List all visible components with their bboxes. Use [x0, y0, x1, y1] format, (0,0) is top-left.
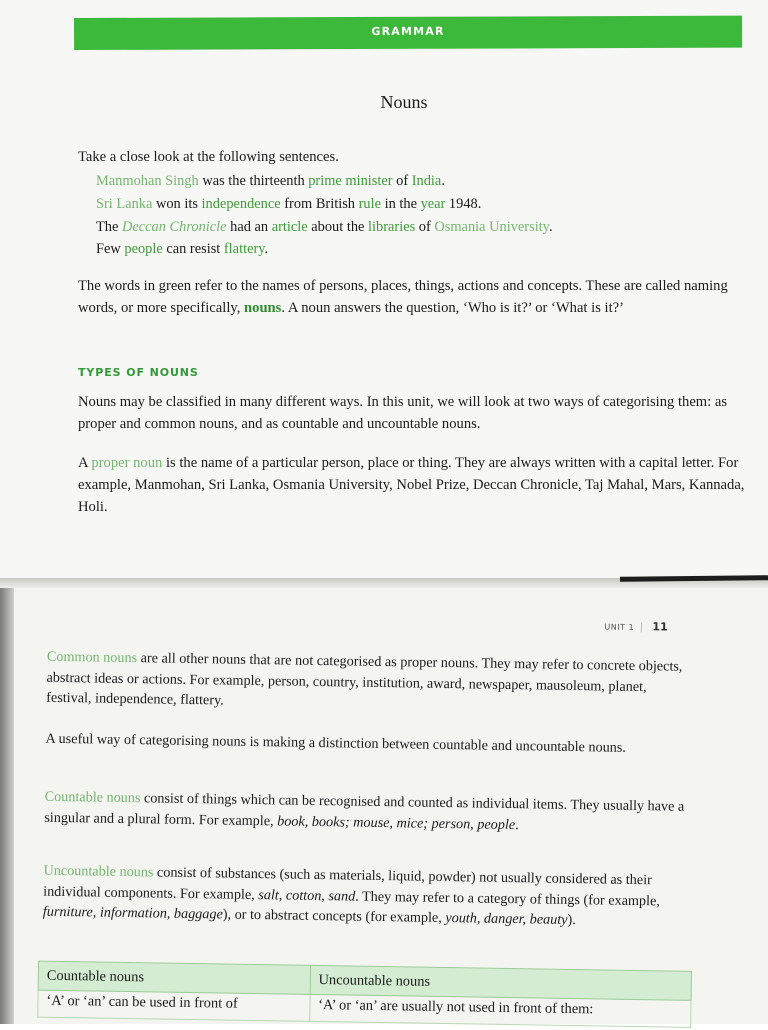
- text-run: consist of substances (such as materials, liquid, powder) not usually considered as their individual components. For example,: [43, 864, 652, 903]
- term-common-nouns: Common nouns: [46, 648, 138, 667]
- text-run: of: [392, 173, 412, 189]
- table-cell: ‘A’ or ‘an’ are usually not used in front of them:: [309, 994, 691, 1027]
- text-run: The words in green refer to the names of persons, places, things, actions and concepts. These are called naming words, or more specifically,: [78, 278, 728, 316]
- text-run: can resist: [162, 241, 224, 257]
- noun-highlight: rule: [358, 196, 381, 212]
- folio-unit: UNIT 1: [604, 622, 635, 632]
- paragraph-classification: Nouns may be classified in many different ways. In this unit, we will look at two ways of categorising them: as proper and common nouns, and as countable and uncountable nouns.: [78, 394, 728, 432]
- paragraph-useful-way: A useful way of categorising nouns is making a distinction between countable and uncountable nouns.: [45, 730, 627, 756]
- page-title: Nouns: [380, 92, 428, 112]
- intro-text: Take a close look at the following sentences.: [78, 149, 339, 165]
- table-header: Countable nouns: [38, 961, 310, 994]
- examples-countable: book, books; mouse, mice; person, people: [277, 812, 516, 833]
- table-cell: ‘A’ or ‘an’ can be used in front of: [38, 990, 310, 1021]
- noun-highlight: flattery: [223, 241, 265, 257]
- folio-separator: |: [640, 621, 643, 634]
- noun-highlight: article: [271, 219, 308, 235]
- noun-highlight: prime minister: [308, 173, 393, 189]
- examples-uncountable: salt, cotton, sand: [258, 886, 356, 905]
- text-run: .: [264, 241, 269, 257]
- section-heading: TYPES OF NOUNS: [78, 366, 199, 379]
- term-countable-nouns: Countable nouns: [44, 788, 141, 807]
- noun-highlight: India: [411, 173, 442, 189]
- text-run: 1948.: [445, 196, 482, 212]
- example-sentence-3: [96, 216, 553, 238]
- text-run: are all other nouns that are not categorised as proper nouns. They may refer to concrete objects, abstract ideas or actions. For example, person, country, institution, award, newspaper, mausoleum, planet, festival, independence, flattery.: [46, 650, 683, 709]
- text-run: consist of things which can be recognised and counted as individual items. They usually have a singular and a plural form. For example,: [44, 790, 685, 829]
- text-run: in the: [380, 196, 421, 212]
- text-run: was the thirteenth: [198, 173, 309, 189]
- text-run: .: [548, 219, 553, 235]
- example-sentence-4: [96, 238, 268, 260]
- term-uncountable-nouns: Uncountable nouns: [43, 862, 154, 881]
- term-proper-noun: proper noun: [91, 455, 163, 471]
- text-run: ).: [567, 911, 576, 929]
- text-run: from British: [280, 196, 359, 212]
- text-run: had an: [226, 219, 272, 235]
- paragraph-uncountable: [43, 861, 686, 933]
- page-right-content: [0, 582, 768, 1030]
- example-sentence-1: [96, 170, 445, 192]
- nouns-table: [37, 961, 692, 1028]
- paragraph-common-nouns: [46, 647, 689, 719]
- noun-highlight: independence: [201, 196, 281, 212]
- banner-label: GRAMMAR: [371, 24, 445, 38]
- keyword-nouns: nouns: [244, 300, 282, 316]
- text-run: . They may refer to a category of things (for example,: [355, 888, 660, 909]
- text-run: .: [515, 816, 519, 833]
- noun-highlight: Manmohan Singh: [96, 173, 199, 189]
- text-run: of: [415, 219, 435, 235]
- text-run: won its: [152, 196, 202, 212]
- noun-highlight: year: [420, 196, 446, 212]
- text-run: A: [78, 455, 92, 471]
- examples-abstract: youth, danger, beauty: [445, 910, 568, 928]
- text-run: Few: [96, 241, 125, 257]
- noun-highlight: Deccan Chronicle: [121, 219, 227, 235]
- noun-highlight: Sri Lanka: [96, 196, 153, 212]
- text-run: is the name of a particular person, place or thing. They are always written with a capital letter. For example, Manmohan, Sri Lanka, Osmania University, Nobel Prize, Deccan Chronicle, Taj Mahal, Mars, Kannada, Holi.: [78, 455, 745, 515]
- examples-category: furniture, information, baggage: [42, 903, 223, 923]
- paragraph-nouns-definition: [78, 275, 750, 319]
- example-sentence-2: [96, 193, 481, 215]
- page-folio: [604, 619, 667, 633]
- noun-highlight: libraries: [368, 219, 416, 235]
- noun-highlight: people: [124, 241, 163, 257]
- noun-highlight: Osmania University: [434, 219, 549, 235]
- text-run: The: [96, 219, 122, 235]
- paragraph-countable: [44, 787, 687, 838]
- text-run: about the: [307, 219, 369, 235]
- text-run: . A noun answers the question, ‘Who is it?’ or ‘What is it?’: [281, 300, 624, 316]
- text-run: .: [441, 173, 445, 189]
- paragraph-proper-noun: [78, 452, 750, 518]
- text-run: ), or to abstract concepts (for example,: [222, 906, 446, 927]
- page-number: 11: [652, 620, 668, 634]
- table-header: Uncountable nouns: [310, 965, 692, 1000]
- section-banner: [74, 16, 742, 50]
- page-right: [0, 588, 768, 1024]
